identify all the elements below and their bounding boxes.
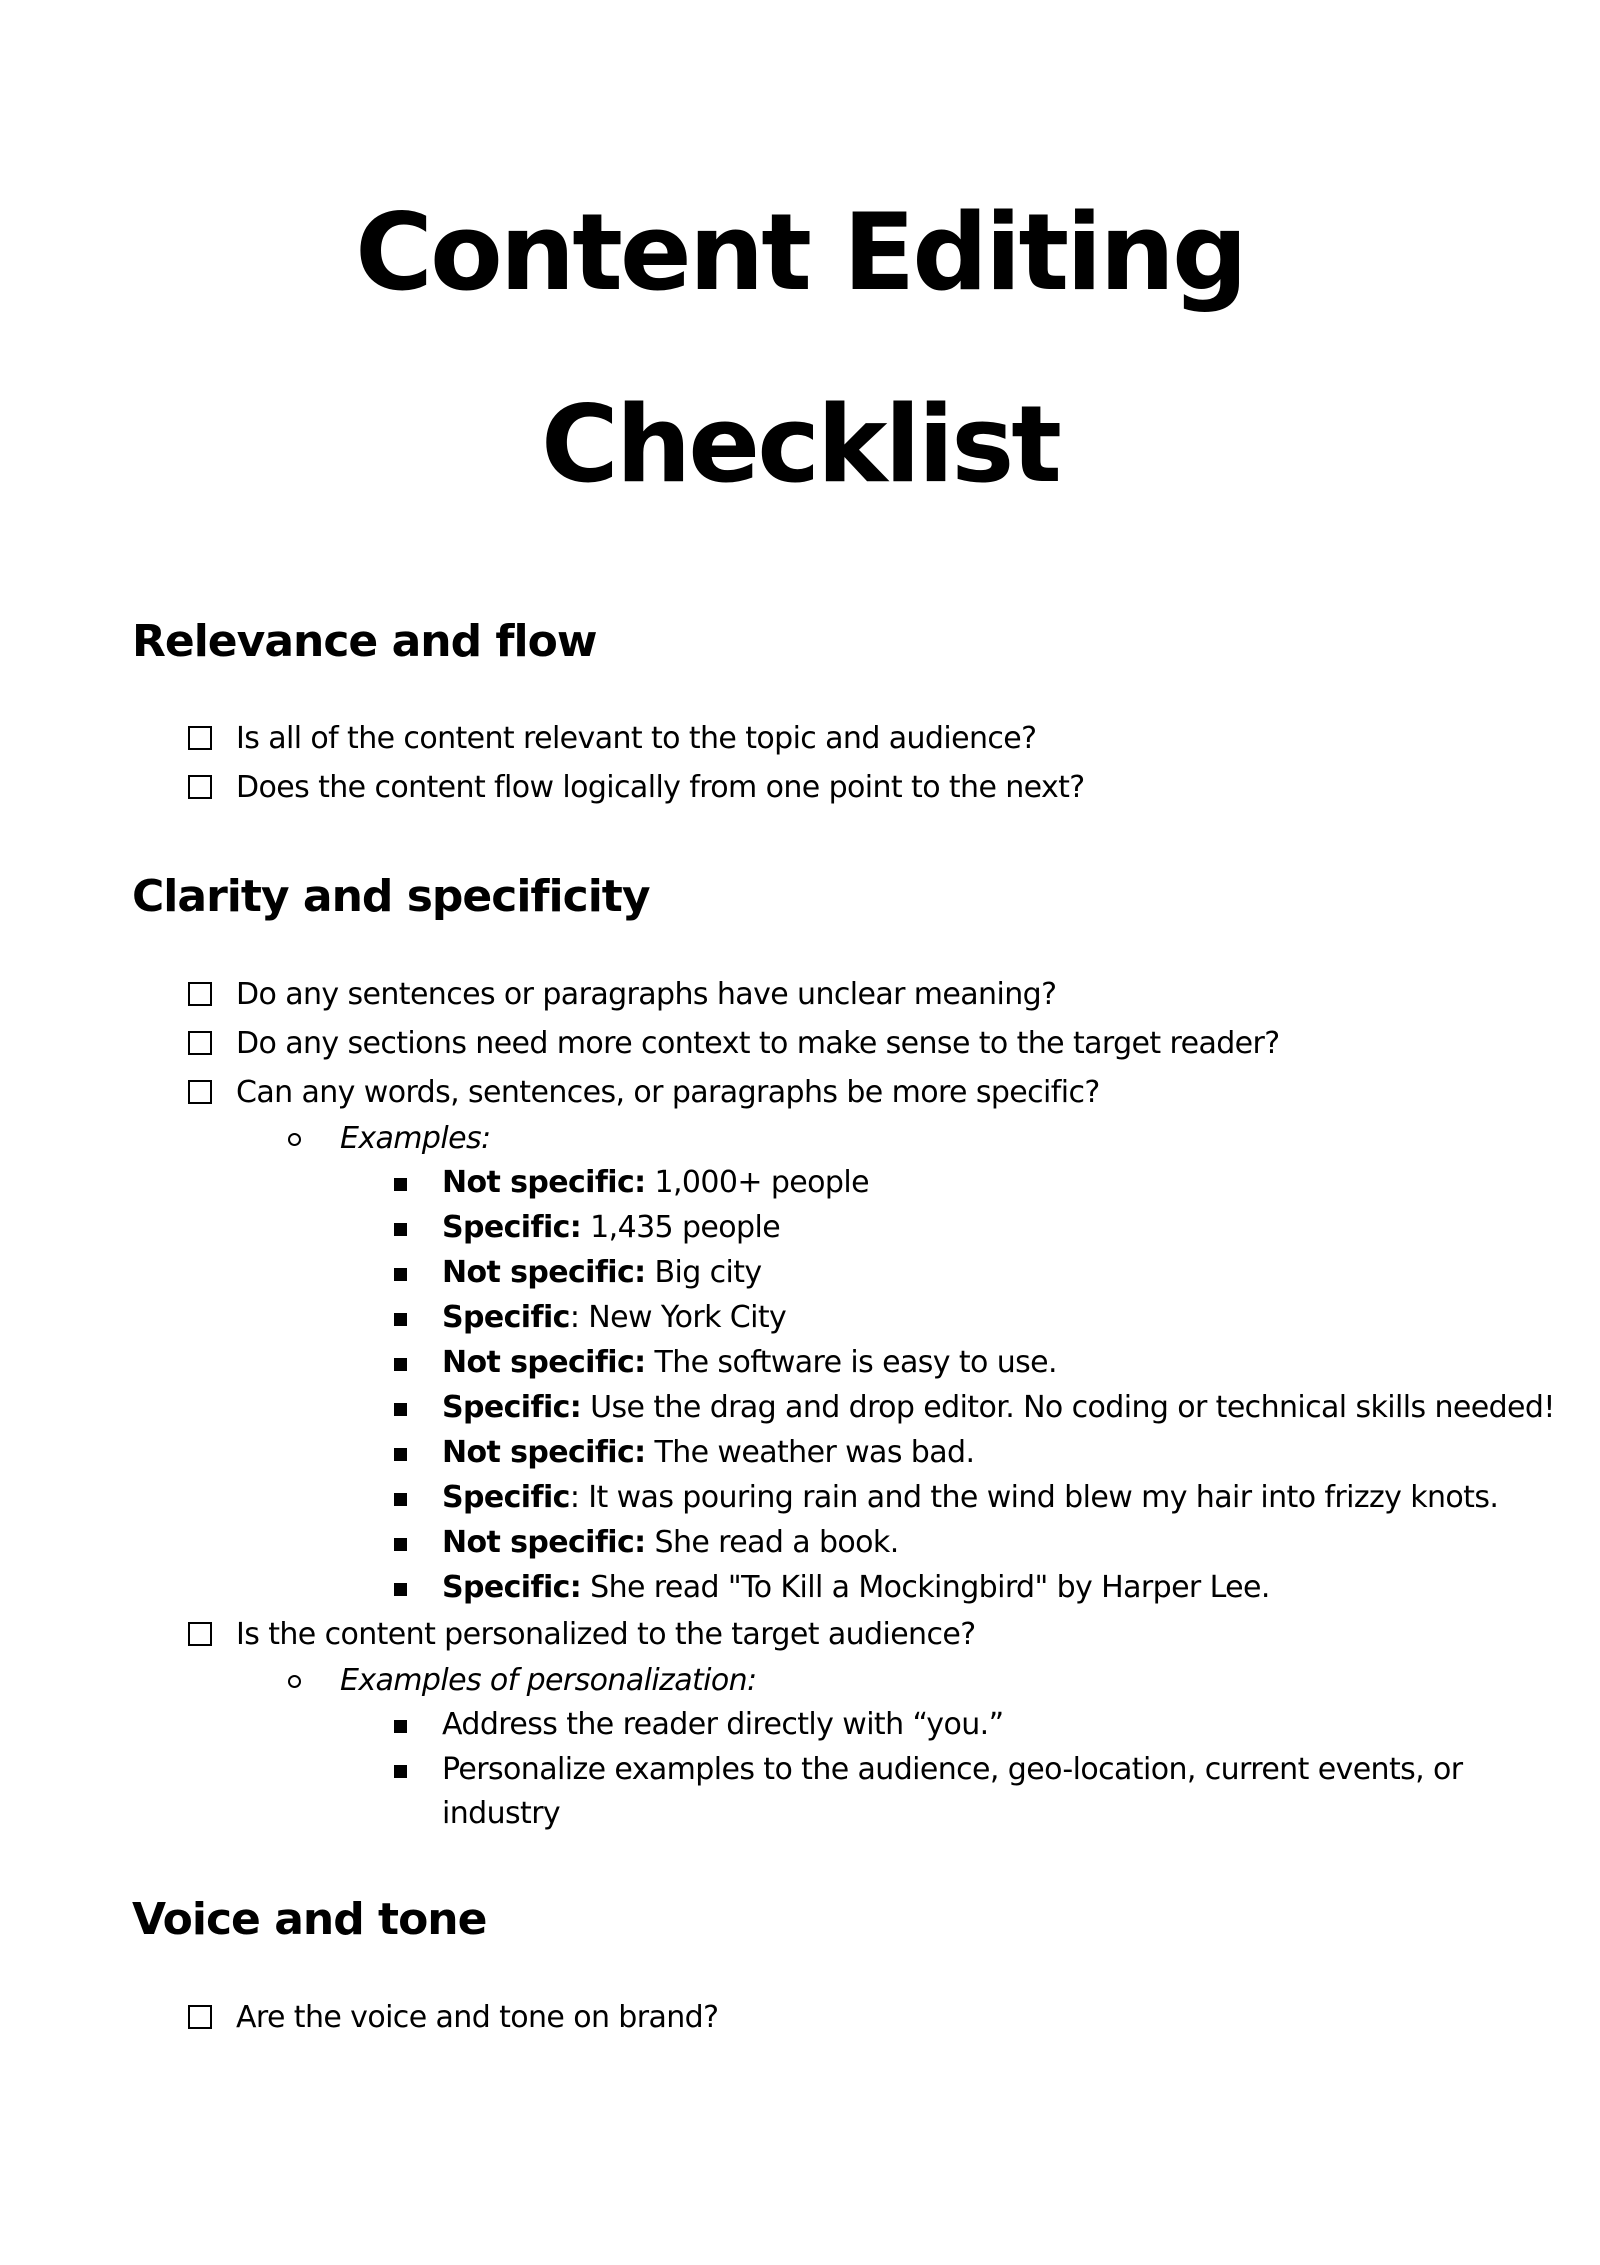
sub-list-label: Examples: [340,1121,491,1156]
square-bullet-icon [394,1538,407,1551]
example-text: Big city [654,1255,762,1290]
example-separator [581,1210,590,1245]
checkbox[interactable] [188,775,212,799]
page-title-line-1: Content Editing [355,191,1245,314]
checkbox[interactable] [188,1622,212,1646]
checklist-item-text: Is all of the content relevant to the topic and audience? [236,721,1037,756]
square-bullet-icon [394,1313,407,1326]
example-label: Not specific: [442,1255,646,1290]
example-separator [646,1345,655,1380]
square-bullet-icon [394,1223,407,1236]
example-separator: : [569,1300,589,1335]
square-bullet-icon [394,1765,407,1778]
checklist-item-text: Are the voice and tone on brand? [236,2000,719,2035]
checklist-item-text: Do any sections need more context to make sense to the target reader? [236,1026,1280,1061]
checklist-item-text: Do any sentences or paragraphs have unclear meaning? [236,977,1057,1012]
hollow-bullet-icon [288,1675,301,1688]
example-separator [646,1435,655,1470]
example-separator [646,1165,655,1200]
example-label: Specific [442,1480,570,1515]
example-label: Specific: [442,1390,582,1425]
square-bullet-icon [394,1358,407,1371]
example-label: Not specific: [442,1435,646,1470]
example-text: The weather was bad. [654,1435,975,1470]
checkbox[interactable] [188,1031,212,1055]
example-separator [646,1255,655,1290]
personalization-text: Address the reader directly with “you.” [442,1707,1004,1742]
square-bullet-icon [394,1403,407,1416]
square-bullet-icon [394,1268,407,1281]
example-label: Not specific: [442,1165,646,1200]
checklist-item-text: Does the content flow logically from one point to the next? [236,770,1085,805]
example-separator [581,1570,590,1605]
example-text: 1,000+ people [654,1165,869,1200]
hollow-bullet-icon [288,1133,301,1146]
checkbox[interactable] [188,2005,212,2029]
personalization-text: Personalize examples to the audience, geo-location, current events, or industry [442,1752,1463,1831]
section-heading-relevance: Relevance and flow [132,616,597,667]
example-label: Specific: [442,1570,582,1605]
example-text: She read a book. [654,1525,899,1560]
square-bullet-icon [394,1448,407,1461]
example-text: She read "To Kill a Mockingbird" by Harper Lee. [590,1570,1270,1605]
example-label: Not specific: [442,1345,646,1380]
example-text: The software is easy to use. [654,1345,1057,1380]
example-label: Not specific: [442,1525,646,1560]
checklist-item-text: Is the content personalized to the target audience? [236,1617,976,1652]
checkbox[interactable] [188,1080,212,1104]
square-bullet-icon [394,1493,407,1506]
example-separator: : [569,1480,589,1515]
section-heading-clarity: Clarity and specificity [132,871,650,922]
page-title-line-2: Checklist [541,383,1059,506]
checklist-item-text: Can any words, sentences, or paragraphs be more specific? [236,1075,1100,1110]
example-separator [581,1390,590,1425]
square-bullet-icon [394,1178,407,1191]
example-text: 1,435 people [590,1210,781,1245]
square-bullet-icon [394,1583,407,1596]
section-heading-voice: Voice and tone [132,1894,487,1945]
sub-list-label: Examples of personalization: [340,1663,757,1698]
example-text: It was pouring rain and the wind blew my hair into frizzy knots. [588,1480,1499,1515]
example-label: Specific [442,1300,570,1335]
example-text: New York City [588,1300,787,1335]
example-separator [646,1525,655,1560]
checkbox[interactable] [188,982,212,1006]
example-text: Use the drag and drop editor. No coding or technical skills needed! [590,1390,1555,1425]
example-label: Specific: [442,1210,582,1245]
square-bullet-icon [394,1720,407,1733]
checkbox[interactable] [188,726,212,750]
